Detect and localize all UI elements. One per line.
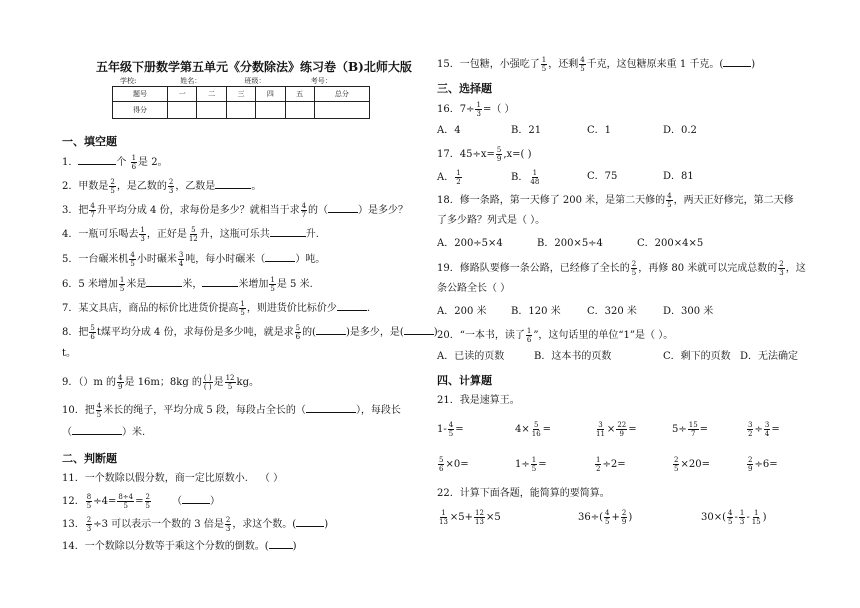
fraction: $\frac{1}{3}$ [140,226,145,243]
score-cell: 五 [285,87,314,102]
score-header-row [113,87,370,102]
question-17: 17．45÷x= $\frac{5}{9}$ ,x=( ) [437,146,532,163]
calc-expression: 30×( $\frac{4}{5}$ - $\frac{1}{3}$ - $\frac{1}{15}$ ) [701,509,767,526]
calc-item: 4× $\frac{5}{16}$ = [515,421,552,438]
score-value-row [113,102,370,119]
fraction-blank[interactable]: $\frac{( )}{( )}$ [203,374,212,391]
section-heading: 二、判断题 [62,452,117,465]
fraction: $\frac{2}{5}$ [631,260,637,277]
option-b[interactable]: B．200×5÷4 [537,238,603,249]
answer-blank[interactable] [202,286,238,287]
school-label: 学校: [120,77,137,85]
question-10: 10．把 $\frac{4}{5}$ 米长的绳子，平均分成 5 段，每段占全长的（ ），每段长 [62,402,401,419]
option-a[interactable]: A．200÷5×4 [437,238,503,249]
fraction: $\frac{1}{48}$ [530,169,540,186]
fraction: $\frac{1}{5}$ [240,300,245,317]
score-input-cell[interactable] [285,102,314,119]
question-1 [62,154,168,171]
question-2: 2．甲数是 $\frac{2}{5}$ ，是乙数的 $\frac{2}{3}$ ，乙数是 。 [62,178,262,195]
answer-blank[interactable] [72,434,122,435]
question-16: 16．7÷ $\frac{1}{3}$ =（ ） [437,101,515,118]
fraction: $\frac{4}{7}$ [301,202,307,219]
calc-item: $\frac{2}{5}$ ×20= [674,456,710,473]
fraction: $\frac{1}{5}$ [541,56,547,73]
fraction: $\frac{4}{5}$ [667,192,672,209]
calc-item: $\frac{2}{9}$ ÷6= [748,456,778,473]
question-6: 6．5 米增加 $\frac{1}{5}$ 米是 米， 米增加 $\frac{1}{5}$ 是 5 米. [62,276,313,293]
question-21: 21．我是速算王。 [437,395,520,406]
answer-blank[interactable] [296,526,324,527]
fraction: $\frac{2}{3}$ [225,516,231,533]
option-a[interactable]: A．4 [437,125,461,136]
fraction: $\frac{2}{3}$ [779,260,784,277]
fraction: $\frac{1}{5}$ [119,276,125,293]
answer-blank[interactable] [337,310,367,311]
question-7: 7．某文具店，商品的标价比进货价提高 $\frac{1}{5}$ ，则进货价比标价少 . [62,300,371,317]
fraction: $\frac{4}{5}$ [130,251,135,268]
option-c[interactable]: C．200×4×5 [637,238,704,249]
question-18-cont: 了多少路？列式是（ ）。 [437,215,546,226]
question-15: 15．一包糖，小强吃了 $\frac{1}{5}$ ，还剩 $\frac{4}{5}$ 千克，这包糖原来重 1 千克。( ) [437,56,756,73]
fraction: $\frac{2}{5}$ [145,493,150,510]
calc-item: $\frac{3}{2}$ ÷ $\frac{3}{4}$ = [748,421,780,438]
answer-blank[interactable] [269,548,293,549]
score-input-cell[interactable] [168,102,197,119]
answer-blank[interactable] [328,212,358,213]
option-d[interactable]: D．300 米 [663,306,714,317]
option-c[interactable]: C．剩下的页数 [663,351,731,362]
question-11: 11．一个数除以假分数，商一定比原数小. （ ） [62,473,284,484]
fraction: $\frac{1}{3}$ [476,101,481,118]
q-num: 1． [62,157,79,168]
fraction: $\frac{4}{7}$ [90,202,95,219]
q-text: 个 [116,157,127,168]
question-14: 14．一个数除以分数等于乘这个分数的倒数。( ) [62,541,297,552]
answer-blank[interactable] [182,503,210,504]
question-13: 13． $\frac{2}{3}$ ÷3 可以表示一个数的 3 倍是 $\frac{2}{3}$ ，求这个数。( ) [62,516,329,533]
question-9: 9．（）m 的 $\frac{4}{9}$ 是 16m；8kg 的 $\frac{( )}{( )}$ 是 $\frac{12}{5}$ kg。 [62,374,259,391]
question-5: 5．一台碾米机 $\frac{4}{5}$ 小时碾米 $\frac{3}{4}$ 吨，每小时碾米（ ）吨。 [62,251,326,268]
score-cell: 题号 [113,87,168,102]
id-label: 考号： [310,77,332,85]
answer-blank[interactable] [78,164,116,165]
option-b[interactable]: B． $\frac{1}{48}$ [511,169,540,186]
fraction: $\frac{4}{5}$ [96,402,102,419]
score-cell: 二 [197,87,226,102]
option-d[interactable]: D．0.2 [663,125,697,136]
answer-blank[interactable] [723,66,751,67]
question-8: 8．把 $\frac{5}{6}$ t煤平均分成 4 份，求每份是多少吨，就是求 $\frac{5}{6}$ 的( )是多少，是( ) [62,324,438,341]
option-d[interactable]: D．无法确定 [740,351,799,362]
option-a[interactable]: A． $\frac{1}{2}$ [437,169,461,186]
question-19: 19．修路队要修一条公路，已经修了全长的 $\frac{2}{5}$ ，再修 80 米就可以完成总数的 $\frac{2}{3}$ ，这 [437,260,806,277]
fraction: $\frac{2}{3}$ [86,516,92,533]
question-4: 4．一瓶可乐喝去 $\frac{1}{3}$ ，正好是 $\frac{5}{12}$ 升，这瓶可乐共 升. [62,226,319,243]
score-cell: 总分 [314,87,369,102]
question-3: 3．把 $\frac{4}{7}$ 升平均分成 4 份，求每份是多少？就相当于求 $\frac{4}{7}$ 的（ ）是多少？ [62,202,409,219]
section-heading: 四、计算题 [437,374,492,387]
score-input-cell[interactable] [197,102,226,119]
answer-blank[interactable] [146,286,182,287]
option-c[interactable]: C．75 [587,171,618,182]
calc-item: $\frac{5}{6}$ ×0= [439,456,469,473]
question-19-cont: 条公路全长（ ） [437,283,511,294]
answer-blank[interactable] [215,188,251,189]
name-label: 姓名： [180,77,202,85]
calc-expression: 36÷( $\frac{4}{5}$ + $\frac{2}{9}$ ) [578,509,633,526]
fraction: $\frac{4}{5}$ [580,56,585,73]
fraction: $\frac{4}{9}$ [118,374,123,391]
option-c[interactable]: C．320 米 [587,306,637,317]
score-input-cell[interactable] [226,102,255,119]
score-cell: 三 [226,87,255,102]
question-18: 18．修一条路，第一天修了 200 米，是第二天修的 $\frac{4}{5}$ ，两天正好修完，第二天修 [437,192,794,209]
score-cell: 得分 [113,102,168,119]
option-a[interactable]: A．200 米 [437,306,487,317]
class-label: 班级： [244,77,266,85]
option-a[interactable]: A．已读的页数 [437,351,505,362]
fraction: $\frac{2}{3}$ [168,178,174,195]
option-b[interactable]: B．21 [511,125,542,136]
q-text: 是 2。 [138,157,168,168]
answer-blank[interactable] [306,412,356,413]
fraction: $\frac{1}{2}$ [456,169,461,186]
answer-blank[interactable] [316,334,346,335]
fraction: $\frac{1}{6}$ [526,327,532,344]
score-cell: 四 [256,87,285,102]
fraction: $\frac{5}{9}$ [496,146,502,163]
question-22: 22．计算下面各题，能简算的要简算。 [437,488,610,499]
calc-item: $\frac{1}{2}$ ÷2= [596,456,626,473]
option-d[interactable]: D．81 [663,171,694,182]
calc-item: 5÷ $\frac{15}{7}$ = [672,421,709,438]
fraction: $\frac{8\div 4}{5}$ [118,493,134,510]
fraction: $\frac{12}{5}$ [225,374,235,391]
question-12: 12． $\frac{8}{5}$ ÷4= $\frac{8\div 4}{5}$ = $\frac{2}{5}$ （ ） [62,493,220,510]
fraction: $\frac{5}{6}$ [90,324,95,341]
answer-blank[interactable] [404,334,434,335]
option-b[interactable]: B．120 米 [511,306,561,317]
section-heading: 一、填空题 [62,135,117,148]
fraction: $\frac{5}{12}$ [188,226,198,243]
option-b[interactable]: B．这本书的页数 [534,351,612,362]
fraction: $\frac{3}{4}$ [178,251,184,268]
question-8-cont: t。 [62,348,77,359]
question-20: 20．“一本书，读了 $\frac{1}{6}$ ”，这句话里的单位“1”是（ ）。 [437,327,674,344]
score-input-cell[interactable] [256,102,285,119]
page-title: 五年级下册数学第五单元《分数除法》练习卷（B)北师大版 [96,60,412,74]
calc-item: 1÷ $\frac{1}{5}$ = [515,456,547,473]
fraction: $\frac{1}{6}$ [131,154,137,171]
question-10-cont: （ ）米. [62,427,146,438]
score-table [112,86,370,119]
calc-item: 1- $\frac{4}{5}$ = [437,421,464,438]
fraction: $\frac{5}{6}$ [295,324,301,341]
info-fields [120,76,332,86]
fraction: $\frac{1}{5}$ [270,276,275,293]
fraction: $\frac{2}{5}$ [110,178,115,195]
score-cell: 一 [168,87,197,102]
section-heading: 三、选择题 [437,82,492,95]
calc-expression: $\frac{1}{13}$ ×5+ $\frac{12}{13}$ ×5 [439,509,501,526]
calc-item: $\frac{3}{11}$ × $\frac{22}{9}$ = [596,421,637,438]
answer-blank[interactable] [270,236,306,237]
score-input-cell[interactable] [314,102,369,119]
option-c[interactable]: C．1 [587,125,612,136]
fraction: $\frac{8}{5}$ [86,493,92,510]
answer-blank[interactable] [265,261,295,262]
